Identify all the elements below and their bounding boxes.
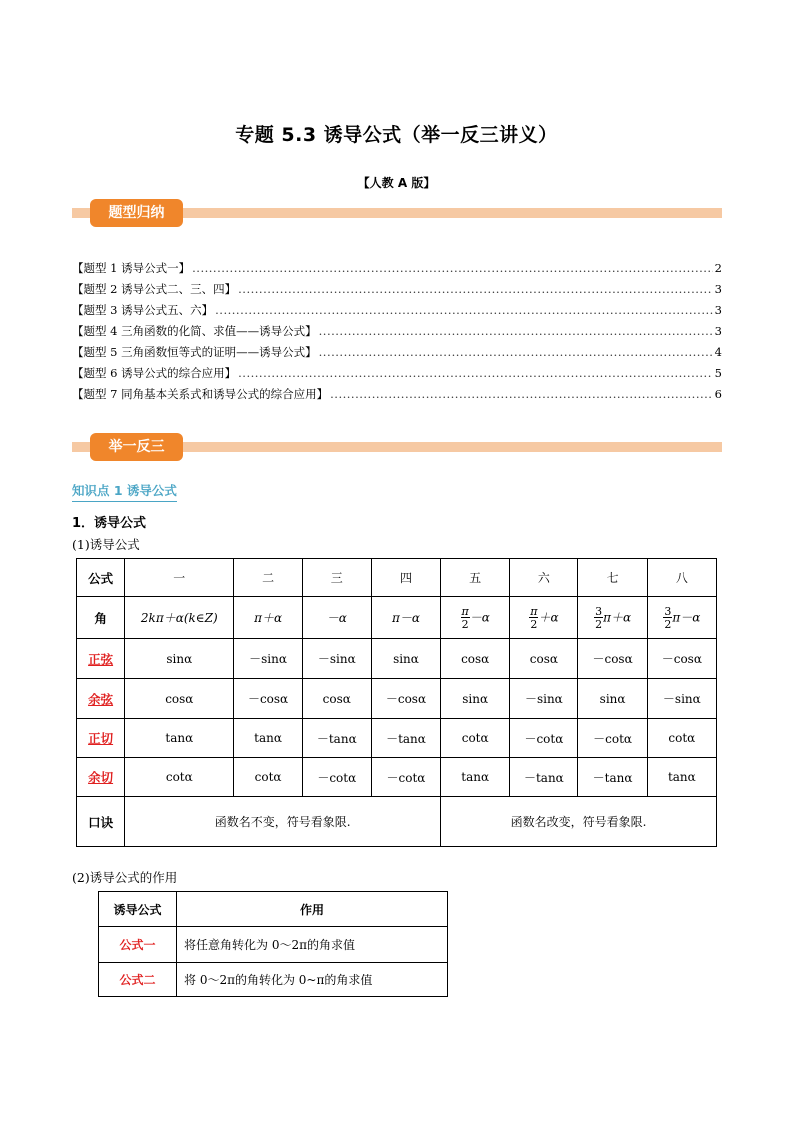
toc-item[interactable] [72, 363, 722, 384]
table-of-contents [72, 258, 722, 405]
table-cell: －cotα [510, 719, 578, 758]
table-cell: cotα [647, 719, 716, 758]
toc-item-label: 【题型 5 三角函数恒等式的证明——诱导公式】 [72, 345, 317, 359]
table-row [99, 927, 448, 963]
angle-rest: －α [469, 610, 490, 624]
formula-usage: 将任意角转化为 0～2π的角求值 [177, 927, 448, 963]
toc-item[interactable] [72, 258, 722, 279]
row-header-mnemonic: 口诀 [77, 797, 125, 847]
angle-cell [647, 597, 716, 639]
toc-leader [238, 363, 713, 384]
column-header: 二 [234, 559, 302, 597]
row-header-cosine: 余弦 [77, 679, 125, 719]
column-header: 一 [125, 559, 234, 597]
formula-name: 公式二 [99, 963, 177, 997]
table-cell: －cosα [371, 679, 440, 719]
row-header-sine: 正弦 [77, 639, 125, 679]
fraction-numerator: 3 [595, 604, 603, 618]
column-header: 七 [578, 559, 647, 597]
angle-cell: －α [302, 597, 371, 639]
toc-item-page: 3 [714, 282, 722, 296]
table-cell: －cotα [302, 758, 371, 797]
fraction-denominator: 2 [664, 617, 672, 631]
toc-item-label: 【题型 1 诱导公式一】 [72, 261, 191, 275]
mnemonic-left: 函数名不变，符号看象限. [125, 797, 441, 847]
angle-cell [578, 597, 647, 639]
table-cell: cotα [441, 719, 510, 758]
table-cell: sinα [125, 639, 234, 679]
table-row [99, 892, 448, 927]
angle-rest: ＋α [538, 610, 559, 624]
column-header: 诱导公式 [99, 892, 177, 927]
fraction-denominator: 2 [461, 617, 469, 631]
table-cell: －sinα [647, 679, 716, 719]
table-cell: cosα [441, 639, 510, 679]
toc-item-label: 【题型 4 三角函数的化简、求值——诱导公式】 [72, 324, 317, 338]
angle-cell: π＋α [234, 597, 302, 639]
subheading-formulas: (1)诱导公式 [72, 537, 140, 552]
table-cell: －sinα [302, 639, 371, 679]
mnemonic-right: 函数名改变，符号看象限. [441, 797, 717, 847]
toc-item-page: 5 [714, 366, 722, 380]
table-cell: －cotα [578, 719, 647, 758]
fraction-denominator: 2 [595, 617, 603, 631]
row-header-tangent: 正切 [77, 719, 125, 758]
section-badge-types: 题型归纳 [90, 199, 183, 227]
section-badge-practice: 举一反三 [90, 433, 183, 461]
table-cell: cotα [234, 758, 302, 797]
toc-item-label: 【题型 6 诱导公式的综合应用】 [72, 366, 237, 380]
table-cell: －tanα [510, 758, 578, 797]
table-row [77, 758, 717, 797]
angle-rest: π＋α [603, 610, 632, 624]
row-header: 公式 [77, 559, 125, 597]
toc-item-page: 3 [714, 303, 722, 317]
fraction-denominator: 2 [530, 617, 538, 631]
column-header: 八 [647, 559, 716, 597]
table-row [77, 559, 717, 597]
page-title: 专题 5.3 诱导公式（举一反三讲义） [235, 124, 558, 146]
fraction-numerator: 3 [664, 604, 672, 618]
table-cell: sinα [371, 639, 440, 679]
table-cell: －cotα [371, 758, 440, 797]
toc-item-label: 【题型 7 同角基本关系式和诱导公式的综合应用】 [72, 387, 329, 401]
toc-item-label: 【题型 3 诱导公式五、六】 [72, 303, 214, 317]
edition-subtitle: 【人教 A 版】 [357, 176, 436, 190]
angle-rest: π－α [672, 610, 701, 624]
toc-item[interactable] [72, 300, 722, 321]
toc-item-page: 4 [714, 345, 722, 359]
toc-item-label: 【题型 2 诱导公式二、三、四】 [72, 282, 237, 296]
fraction-numerator: π [530, 604, 538, 618]
table-row [99, 963, 448, 997]
table-cell: tanα [647, 758, 716, 797]
column-header: 作用 [177, 892, 448, 927]
row-header: 角 [77, 597, 125, 639]
table-cell: cosα [302, 679, 371, 719]
formula-usage: 将 0～2π的角转化为 0~π的角求值 [177, 963, 448, 997]
table-cell: －cosα [578, 639, 647, 679]
angle-cell [510, 597, 578, 639]
angle-cell: π－α [371, 597, 440, 639]
table-cell: －tanα [302, 719, 371, 758]
column-header: 六 [510, 559, 578, 597]
column-header: 五 [441, 559, 510, 597]
row-header-cotangent: 余切 [77, 758, 125, 797]
table-row [77, 719, 717, 758]
table-cell: －tanα [578, 758, 647, 797]
toc-item[interactable] [72, 384, 722, 405]
table-cell: －sinα [510, 679, 578, 719]
table-cell: －tanα [371, 719, 440, 758]
table-row [77, 679, 717, 719]
table-row [77, 597, 717, 639]
toc-leader [238, 279, 713, 300]
toc-leader [215, 300, 713, 321]
knowledge-point-heading: 知识点 1 诱导公式 [72, 481, 177, 502]
subheading-usage: (2)诱导公式的作用 [72, 870, 178, 885]
table-cell: cosα [510, 639, 578, 679]
toc-item[interactable] [72, 321, 722, 342]
table-cell: sinα [441, 679, 510, 719]
table-cell: tanα [441, 758, 510, 797]
toc-leader [330, 384, 713, 405]
toc-item-page: 3 [714, 324, 722, 338]
usage-table [98, 891, 448, 997]
heading-formulas: 1．诱导公式 [72, 516, 147, 531]
column-header: 四 [371, 559, 440, 597]
toc-item[interactable] [72, 342, 722, 363]
angle-cell [441, 597, 510, 639]
table-row [77, 639, 717, 679]
toc-item-page: 6 [714, 387, 722, 401]
table-cell: －sinα [234, 639, 302, 679]
table-cell: －cosα [234, 679, 302, 719]
formula-name: 公式一 [99, 927, 177, 963]
table-cell: cotα [125, 758, 234, 797]
table-cell: tanα [234, 719, 302, 758]
table-cell: －cosα [647, 639, 716, 679]
fraction-numerator: π [461, 604, 469, 618]
toc-leader [319, 321, 713, 342]
toc-leader [319, 342, 713, 363]
table-cell: sinα [578, 679, 647, 719]
column-header: 三 [302, 559, 371, 597]
angle-cell: 2kπ＋α(k∈Z) [125, 597, 234, 639]
toc-leader [192, 258, 713, 279]
toc-item-page: 2 [714, 261, 722, 275]
toc-item[interactable] [72, 279, 722, 300]
formula-table [76, 558, 717, 847]
table-row [77, 797, 717, 847]
table-cell: tanα [125, 719, 234, 758]
table-cell: cosα [125, 679, 234, 719]
